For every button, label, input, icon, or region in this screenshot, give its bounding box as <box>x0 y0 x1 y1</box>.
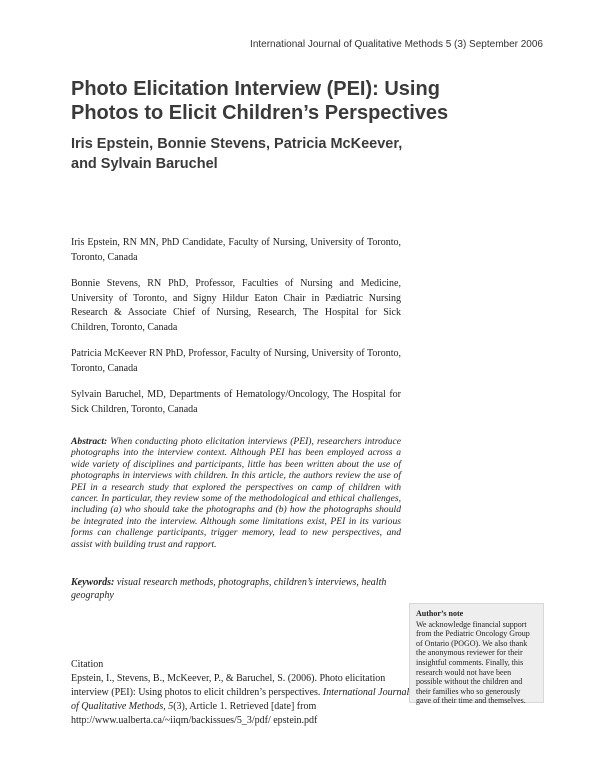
citation-text <box>71 672 411 728</box>
keywords-text: visual research methods, photographs, children’s interviews, health geography <box>71 577 387 601</box>
citation-heading: Citation <box>71 659 104 670</box>
affiliation-mckeever: Patricia McKeever RN PhD, Professor, Faculty of Nursing, University of Toronto, Toronto, Canada <box>71 348 401 374</box>
citation <box>71 658 411 728</box>
affiliation-stevens: Bonnie Stevens, RN PhD, Professor, Faculties of Nursing and Medicine, University of Toronto, and Signy Hildur Eaton Chair in Pædiatric Nursing Research & Associate Chief of Nursing, Research, The Hospital for Sick Children, Toronto, Canada <box>71 278 401 333</box>
authors-note-box <box>409 603 544 706</box>
abstract-text: When conducting photo elicitation interviews (PEI), researchers introduce photographs into the interview context. Although PEI has been employed across a wide variety of disciplines and participants, little has been written about the use of photographs in interviews with children. In this article, the authors review the use of PEI in a research study that explored the perspectives on camp of children with cancer. In particular, they review some of the methodological and ethical challenges, including (a) who should take the photographs and (b) how the photographs should be integrated into the interview. Although some limitations exist, PEI in its various forms can challenge participants, trigger memory, lead to new perspectives, and assist with building trust and rapport. <box>71 436 401 550</box>
keywords-label: Keywords: <box>71 577 115 588</box>
keywords <box>71 577 401 602</box>
affiliations <box>71 236 401 429</box>
title-line-1: Photo Elicitation Interview (PEI): Using <box>71 78 440 100</box>
affiliation-epstein: Iris Epstein, RN MN, PhD Candidate, Faculty of Nursing, University of Toronto, Toronto, Canada <box>71 237 401 263</box>
authors-line-2: and Sylvain Baruchel <box>71 156 218 172</box>
abstract-label: Abstract: <box>71 436 108 447</box>
citation-journal: International Journal of Qualitative Methods, 5 <box>71 687 410 712</box>
authors-note-title: Author’s note <box>416 609 464 618</box>
title-line-2: Photos to Elicit Children’s Perspectives <box>71 102 449 124</box>
authors-line-1: Iris Epstein, Bonnie Stevens, Patricia McKeever, <box>71 136 403 152</box>
journal-header: International Journal of Qualitative Methods 5 (3) September 2006 <box>250 39 543 50</box>
author-list <box>71 134 541 174</box>
article-title <box>71 77 541 125</box>
affiliation-baruchel: Sylvain Baruchel, MD, Departments of Hematology/Oncology, The Hospital for Sick Children, Toronto, Canada <box>71 389 401 415</box>
citation-authors-title: Epstein, I., Stevens, B., McKeever, P., & Baruchel, S. (2006). Photo elicitation interview (PEI): Using photos to elicit children’s perspectives. <box>71 673 386 698</box>
citation-retrieval: (3), Article 1. Retrieved [date] from http://www.ualberta.ca/~iiqm/backissues/5_3/pdf/ epstein.pdf <box>71 701 318 726</box>
authors-note-text: We acknowledge financial support from the Pediatric Oncology Group of Ontario (POGO). We also thank the anonymous reviewer for their insightful comments. Finally, this research would not have been possible without the children and their families who so generously gave of their time and themselves. <box>416 619 530 706</box>
abstract <box>71 436 401 550</box>
